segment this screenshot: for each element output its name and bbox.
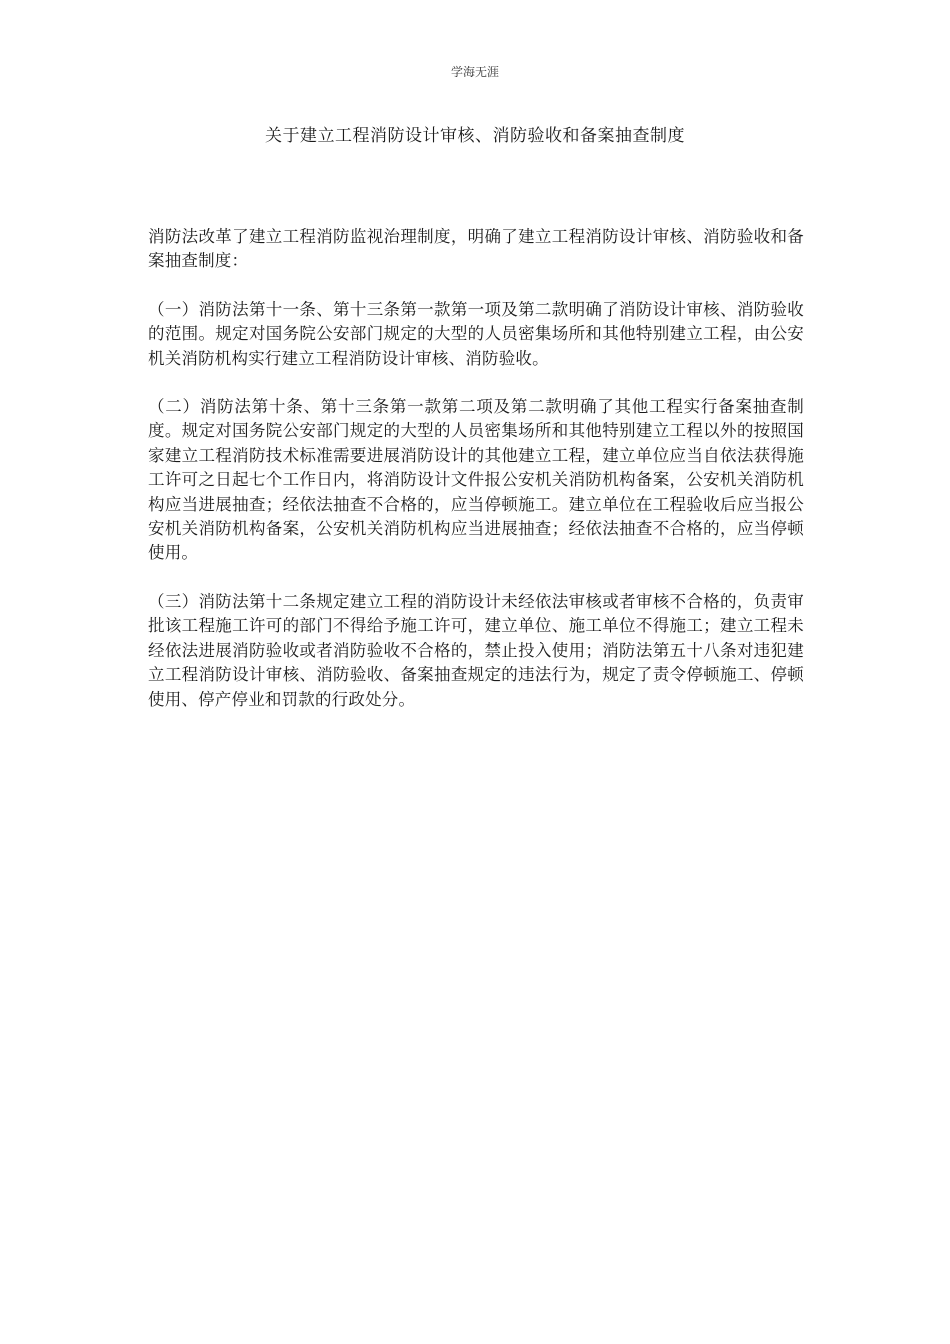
paragraph-section-2: （二）消防法第十条、第十三条第一款第二项及第二款明确了其他工程实行备案抽查制度。规定对国务院公安部门规定的大型的人员密集场所和其他特别建立工程以外的按照国家建立工程消防技术标准需要进展消防设计的其他建立工程，建立单位应当自依法获得施工许可之日起七个工作日内，将消防设计文件报公安机关消防机构备案，公安机关消防机构应当进展抽查；经依法抽查不合格的，应当停顿施工。建立单位在工程验收后应当报公安机关消防机构备案，公安机关消防机构应当进展抽查；经依法抽查不合格的，应当停顿使用。: [148, 397, 804, 563]
document-body: [148, 225, 804, 736]
paragraph-section-3: （三）消防法第十二条规定建立工程的消防设计未经依法审核或者审核不合格的，负责审批该工程施工许可的部门不得给予施工许可，建立单位、施工单位不得施工；建立工程未经依法进展消防验收或者消防验收不合格的，禁止投入使用；消防法第五十八条对违犯建立工程消防设计审核、消防验收、备案抽查规定的违法行为，规定了责令停顿施工、停顿使用、停产停业和罚款的行政处分。: [148, 591, 804, 709]
paragraph-section-1: （一）消防法第十一条、第十三条第一款第一项及第二款明确了消防设计审核、消防验收的范围。规定对国务院公安部门规定的大型的人员密集场所和其他特别建立工程，由公安机关消防机构实行建立工程消防设计审核、消防验收。: [148, 299, 804, 368]
paragraph-intro: 消防法改革了建立工程消防监视治理制度，明确了建立工程消防设计审核、消防验收和备案抽查制度：: [148, 227, 804, 271]
page-header: 学海无涯: [450, 65, 499, 79]
document-title: 关于建立工程消防设计审核、消防验收和备案抽查制度: [265, 126, 685, 146]
